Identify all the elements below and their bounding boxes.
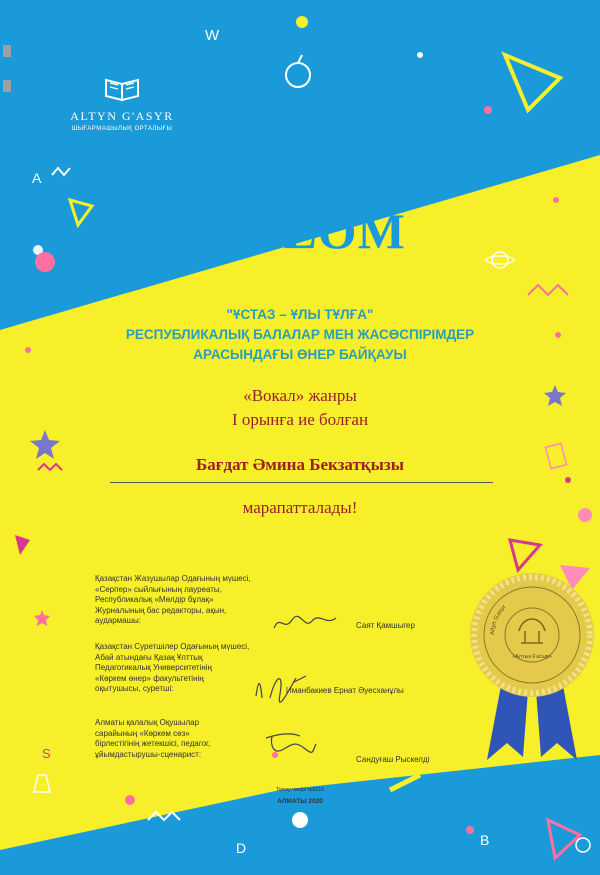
signatory-1-title — [95, 574, 251, 627]
signatory-1-line: Журналының бас редакторы, ақын, — [95, 605, 227, 615]
svg-text:S: S — [42, 746, 51, 761]
signature-3 — [260, 730, 320, 760]
signatory-2-line: Педагогикалық Университетінің — [95, 663, 212, 672]
signatory-2-name-text: Иманбакиев Ернат Әуесханұлы — [286, 686, 404, 695]
svg-text:D: D — [236, 840, 247, 856]
seal-ring-text: Altyn Gasyr — [489, 604, 508, 636]
seal-stamp — [467, 565, 597, 765]
signatory-2-line: «Көркем өнер» факультетінің — [95, 673, 204, 683]
place-text: I орынға ие болған — [231, 410, 369, 429]
altyn-gasyr-logo — [62, 76, 182, 132]
signatory-3-line: бірлестігінің жетекшісі, педагог, — [95, 739, 211, 748]
awarded-text: марапатталады! — [242, 498, 358, 517]
signatory-2-line: Қазақстан Суретшілер Одағының мүшесі, — [95, 642, 250, 651]
signatory-2-line: Абай атындағы Қазақ Ұлттық — [95, 652, 203, 662]
signatory-2-name — [286, 686, 404, 695]
signatory-2-title — [95, 642, 249, 695]
logo-brand: ALTYN G'ASYR — [70, 109, 174, 123]
contest-name-line2: РЕСПУБЛИКАЛЫҚ БАЛАЛАР МЕН ЖАСӨСПІРІМДЕР — [125, 327, 475, 342]
signatory-1-line: аудармашы: — [95, 616, 141, 625]
signature-1 — [270, 612, 340, 634]
signatory-3-line: ұйымдастырушы-сценарист: — [95, 749, 202, 759]
open-book-icon — [102, 76, 142, 102]
signatory-3-line: Алматы қалалық Оқушылар — [95, 718, 200, 727]
recipient-name: Бағдат Әмина Бекзатқызы — [196, 455, 404, 474]
signatory-3-title — [95, 718, 210, 760]
svg-text:A: A — [32, 170, 42, 186]
logo-subtitle: ШЫҒАРМАШЫЛЫҚ ОРТАЛЫҒЫ — [71, 126, 173, 132]
svg-text:B: B — [480, 832, 490, 848]
signatory-1-line: Қазақстан Жазушылар Одағының мүшесі, — [95, 574, 251, 583]
signatory-1-line: «Серпер» сыйлығының лауреаты, — [95, 584, 222, 594]
genre-text: «Вокал» жанры — [243, 386, 357, 405]
contest-name-line3: АРАСЫНДАҒЫ ӨНЕР БАЙҚАУЫ — [193, 347, 407, 362]
registration-number: Тіркеу нөмірі №8316 — [276, 787, 324, 793]
signatory-2-line: оқытушысы, суретші: — [95, 684, 174, 693]
signatory-1-name: Саят Қамшыгер — [356, 621, 415, 630]
name-underline — [110, 482, 493, 483]
svg-text:W: W — [205, 27, 220, 44]
city-year: АЛМАТЫ 2020 — [277, 798, 323, 805]
signatory-3-line: сарайының «Көркем сөз» — [95, 728, 190, 738]
seal-center-text: «Алтын Ғасыр» — [512, 654, 552, 660]
signatory-3-name: Сандуғаш Рыскелді — [356, 755, 430, 764]
diploma-title: DIPLOM — [194, 203, 406, 259]
signatory-1-line: Республикалық «Мөлдір бұлақ» — [95, 595, 214, 604]
contest-name-line1: "ҰСТАЗ – ҰЛЫ ТҰЛҒА" — [226, 307, 374, 322]
